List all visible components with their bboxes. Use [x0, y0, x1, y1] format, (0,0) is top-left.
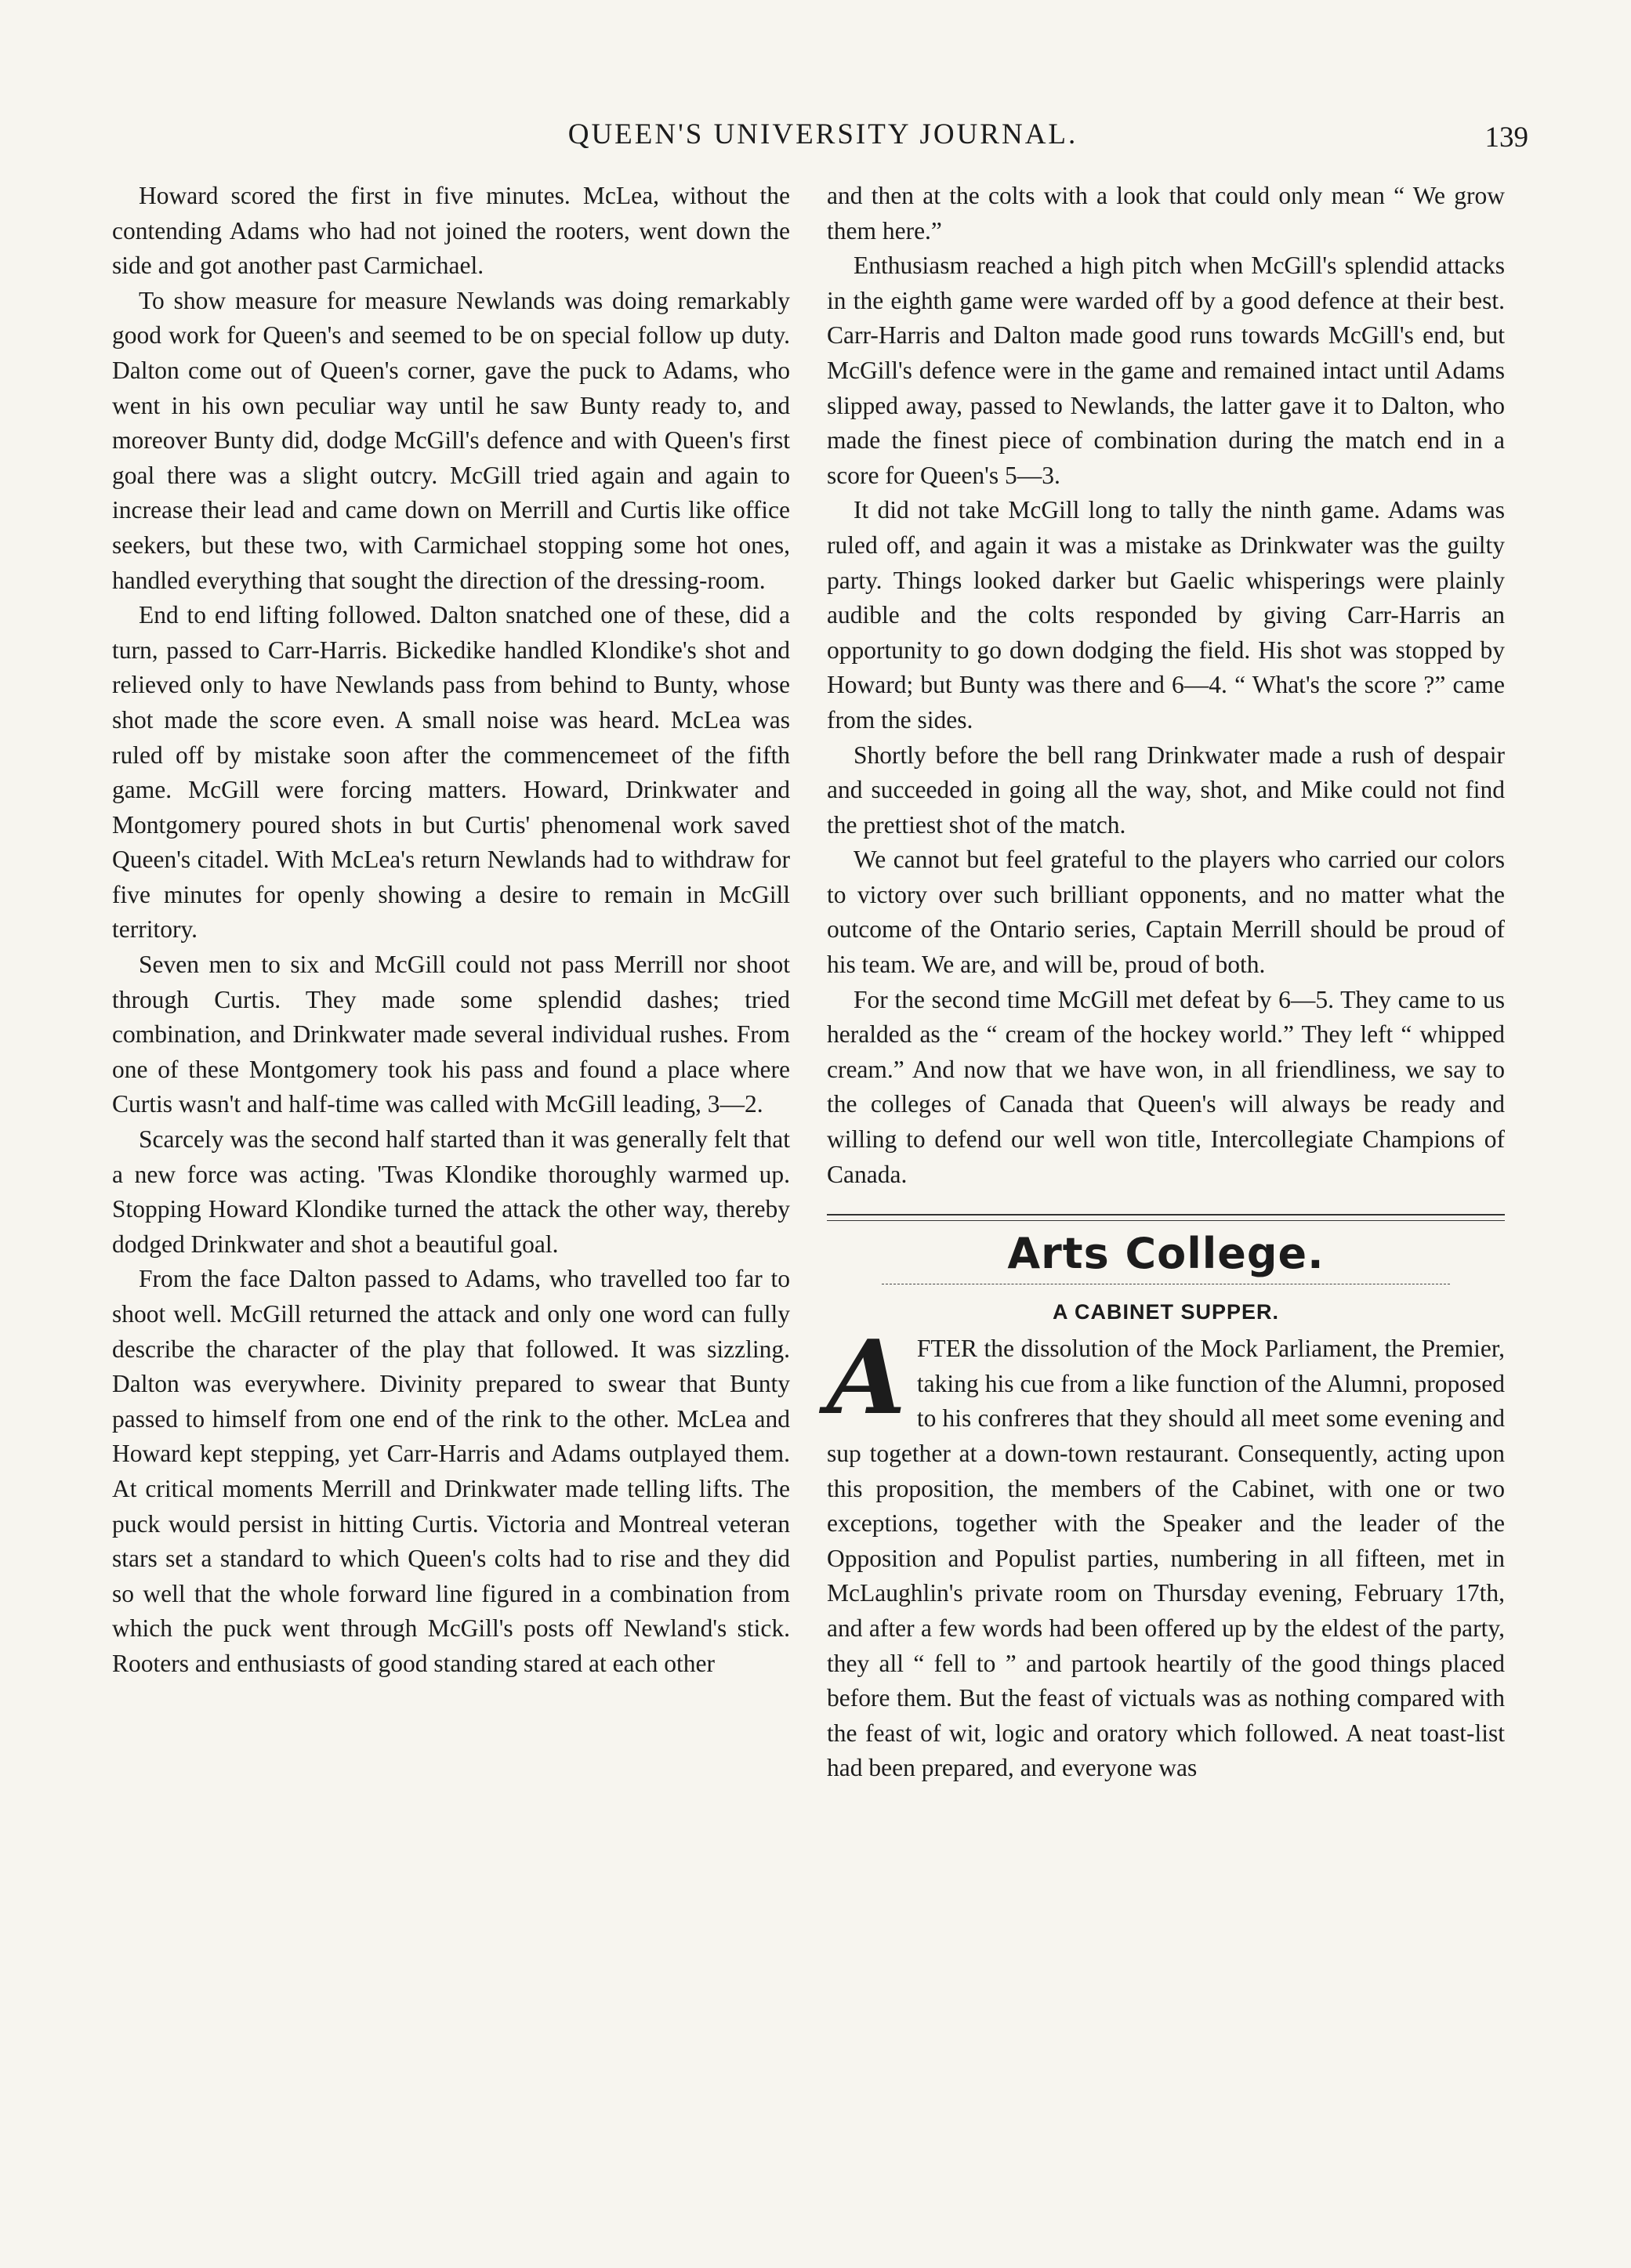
- paragraph: From the face Dalton passed to Adams, who travelled too far to shoot well. McGill returned the attack and only one word can fully describe the character of the play that followed. It was sizzling. Dalton was everywhere. Divinity prepared to swear that Bunty passed to himself from one end of the rink to the other. McLea and Howard kept stepping, yet Carr-Harris and Adams outplayed them. At critical moments Merrill and Drinkwater made telling lifts. The puck would persist in hitting Curtis. Victoria and Montreal veteran stars set a standard to which Queen's colts had to rise and they did so well that the whole forward line figured in a combination from which the puck went through McGill's posts off Newland's stick. Rooters and enthusiasts of good standing stared at each other: [112, 1265, 790, 1677]
- paragraph: To show measure for measure Newlands was doing remarkably good work for Queen's and seemed to be on special follow up duty. Dalton come out of Queen's corner, gave the puck to Adams, who went in his own peculiar way until he saw Bunty ready to, and moreover Bunty did, dodge McGill's defence and with Queen's first goal there was a slight outcry. McGill tried again and again to increase their lead and came down on Merrill and Curtis like office seekers, but these two, with Carmichael stopping some hot ones, handled everything that sought the direction of the dressing-room.: [112, 286, 790, 594]
- paragraph: For the second time McGill met defeat by 6—5. They came to us heralded as the “ cream of the hockey world.” They left “ whipped cream.” And now that we have won, in all friendliness, we say to the colleges of Canada that Queen's will always be ready and willing to defend our well won title, Intercollegiate Champions of Canada.: [827, 985, 1505, 1188]
- paragraph: and then at the colts with a look that could only mean “ We grow them here.”: [827, 182, 1505, 245]
- paragraph: Shortly before the bell rang Drinkwater made a rush of despair and succeeded in going all the way, shot, and Mike could not find the prettiest shot of the match.: [827, 741, 1505, 839]
- right-column: [827, 179, 1505, 1786]
- left-column: [112, 179, 790, 1682]
- paragraph: Scarcely was the second half started than it was generally felt that a new force was acting. 'Twas Klondike thoroughly warmed up. Stopping Howard Klondike turned the attack the other way, thereby dodged Drinkwater and shot a beautiful goal.: [112, 1125, 790, 1258]
- article-text: FTER the dissolution of the Mock Parliament, the Premier, taking his cue from a like function of the Alumni, proposed to his confreres that they should all meet some evening and sup together at a down-town restaurant. Consequently, acting upon this proposition, the members of the Cabinet, with one or two exceptions, together with the Speaker and the leader of the Opposition and Populist parties, numbering in all fifteen, met in McLaughlin's private room on Thursday evening, February 17th, and after a few words had been offered up by the eldest of the party, they all “ fell to ” and partook heartily of the good things placed before them. But the feast of victuals was as nothing compared with the feast of wit, logic and oratory which followed. A neat toast-list had been prepared, and everyone was: [827, 1335, 1505, 1782]
- section-title: Arts College.: [1007, 1229, 1325, 1279]
- paragraph: It did not take McGill long to tally the ninth game. Adams was ruled off, and again it was a mistake as Drinkwater was the guilty party. Things looked darker but Gaelic whisperings were plainly audible and the colts responded by giving Carr-Harris an opportunity to go down dodging the field. His shot was stopped by Howard; but Bunty was there and 6—4. “ What's the score ?” came from the sides.: [827, 496, 1505, 734]
- paragraph: Seven men to six and McGill could not pass Merrill nor shoot through Curtis. They made some splendid dashes; tried combination, and Drinkwater made several individual rushes. From one of these Montgomery took his pass and found a place where Curtis wasn't and half-time was called with McGill leading, 3—2.: [112, 951, 790, 1118]
- page-header: [118, 118, 1528, 165]
- paragraph: Howard scored the first in five minutes. McLea, without the contending Adams who had not joined the rooters, went down the side and got another past Carmichael.: [112, 182, 790, 280]
- paragraph: We cannot but feel grateful to the players who carried our colors to victory over such brilliant opponents, and no matter what the outcome of the Ontario series, Captain Merrill should be proud of his team. We are, and will be, proud of both.: [827, 846, 1505, 979]
- running-title: QUEEN'S UNIVERSITY JOURNAL.: [567, 118, 1078, 150]
- paragraph: End to end lifting followed. Dalton snatched one of these, did a turn, passed to Carr-Harris. Bickedike handled Klondike's shot and relieved only to have Newlands pass from behind to Bunty, whose shot made the score even. A small noise was heard. McLea was ruled off by mistake soon after the commencemeet of the fifth game. McGill were forcing matters. Howard, Drinkwater and Montgomery poured shots in but Curtis' phenomenal work saved Queen's citadel. With McLea's return Newlands had to withdraw for five minutes for openly showing a desire to remain in McGill territory.: [112, 601, 790, 944]
- section-divider: [827, 1214, 1505, 1221]
- article-paragraph: [827, 1317, 1505, 1786]
- drop-cap: A: [827, 1317, 906, 1438]
- article-subhead: A CABINET SUPPER.: [1052, 1300, 1280, 1324]
- paragraph: Enthusiasm reached a high pitch when McGill's splendid attacks in the eighth game were warded off by a good defence at their best. Carr-Harris and Dalton made good runs towards McGill's end, but McGill's defence were in the game and remained intact until Adams slipped away, passed to Newlands, the latter gave it to Dalton, who made the finest piece of combination during the match end in a score for Queen's 5—3.: [827, 252, 1505, 489]
- page-number: 139: [1484, 121, 1528, 154]
